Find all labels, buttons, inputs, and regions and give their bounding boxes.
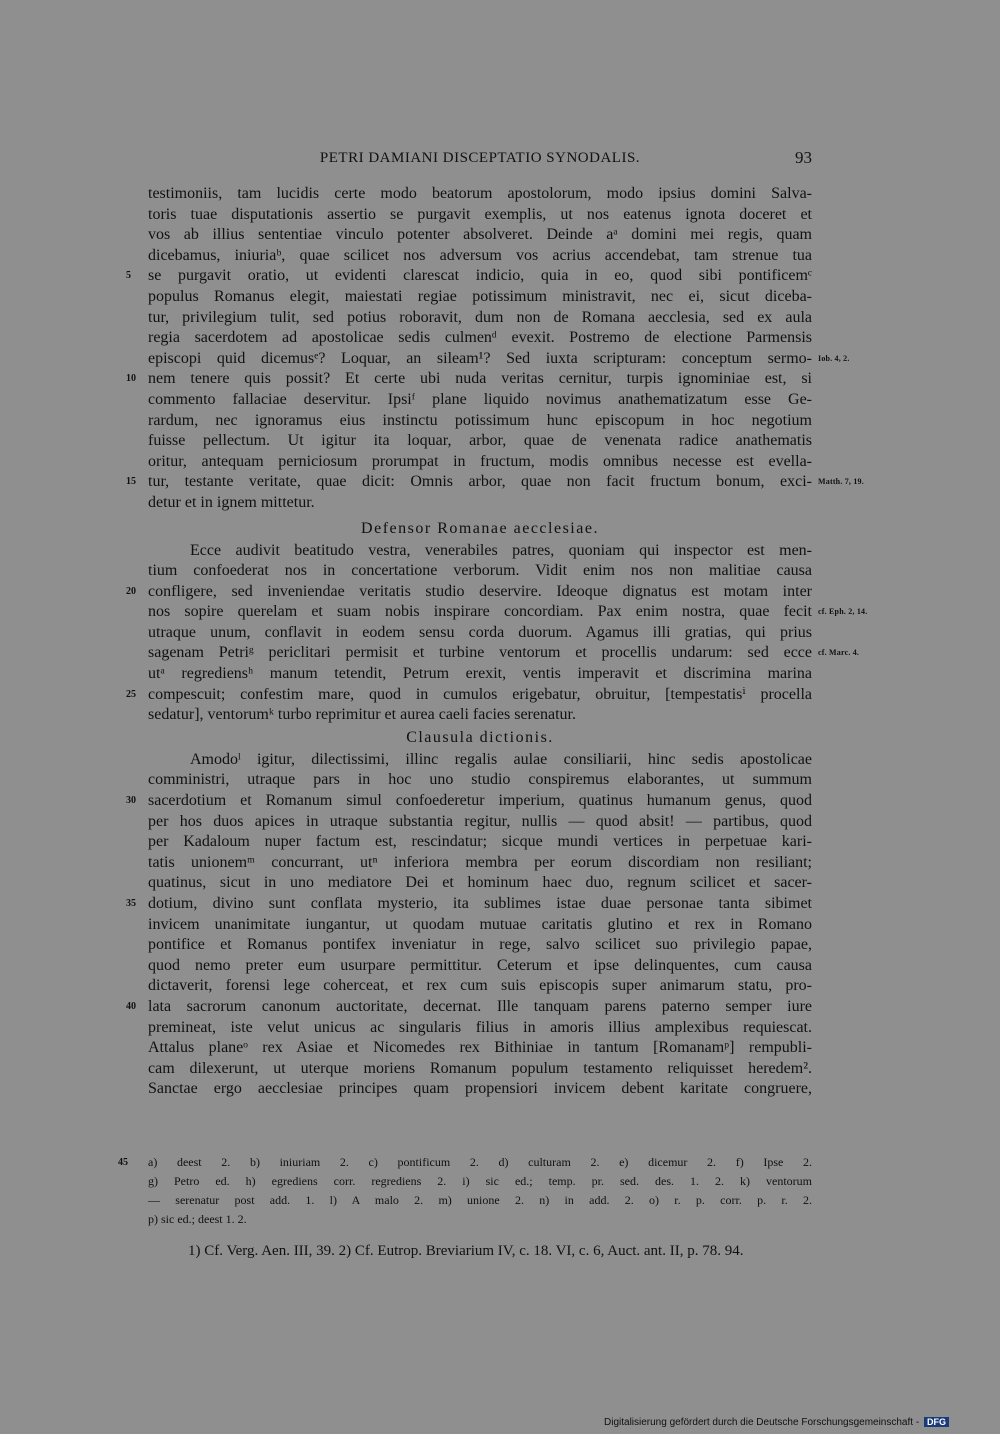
line-text: quod nemo preter eum usurpare permittitur. Ceterum et ipse delinquentes, cum causa: [148, 956, 812, 974]
text-line: [148, 225, 812, 246]
line-text: episcopi quid dicemusᵉ? Loquar, an sileam¹? Sed iuxta scripturam: conceptum sermo-: [148, 349, 812, 367]
footnote-text: g) Petro ed. h) egrediens corr. regrediens 2. i) sic ed.; temp. pr. sed. des. 1. 2. k) ventorum: [148, 1174, 812, 1188]
marginal-reference: cf. Marc. 4.: [818, 648, 860, 658]
text-line: [148, 1079, 812, 1100]
text-line: [148, 561, 812, 582]
source-references: 1) Cf. Verg. Aen. III, 39. 2) Cf. Eutrop. Breviarium IV, c. 18. VI, c. 6, Auct. ant. II, p. 78. 94.: [188, 1243, 744, 1259]
text-line: [126, 266, 812, 287]
marginal-reference: cf. Eph. 2, 14.: [818, 607, 868, 617]
line-text: dicebamus, iniuriaᵇ, quae scilicet nos adversum vos acrius accendebat, tam strenue tua: [148, 246, 812, 264]
line-number: 5: [126, 270, 131, 282]
text-line: [148, 308, 812, 329]
line-text: compescuit; confestim mare, quod in cumulos erigebatur, obruitur, [tempestatisⁱ procella: [148, 685, 812, 703]
credit-text: Digitalisierung gefördert durch die Deutsche Forschungsgemeinschaft -: [604, 1417, 920, 1428]
text-line: [148, 349, 850, 370]
text-line: [126, 894, 812, 915]
line-text: commento fallaciae deservitur. Ipsiᶠ plane liquido novimus anathematizatum esse Ge-: [148, 390, 812, 408]
line-text: rardum, nec ignoramus eius instinctu potissimum hunc episcopum in hoc negotium: [148, 411, 812, 429]
line-number: 30: [126, 795, 136, 807]
section-heading-clausula: Clausula dictionis.: [406, 728, 554, 746]
line-text: tur, privilegium tulit, sed potius roboravit, dum non de Romana aecclesia, sed ex aula: [148, 308, 812, 326]
text-line: [148, 1018, 812, 1039]
text-line: [148, 643, 860, 664]
line-text: premineat, iste velut unicus ac singularis filius in amoris illius amplexibus requiescat.: [148, 1018, 812, 1036]
text-line: [148, 832, 812, 853]
running-header: [148, 150, 812, 172]
marginal-reference: Matth. 7, 19.: [818, 477, 864, 487]
line-text: tatis unionemᵐ concurrant, utⁿ inferiora membra per eorum discordiam non resiliant;: [148, 853, 812, 871]
footnote-line: [148, 1210, 812, 1229]
line-text: toris tuae disputationis assertio se purgavit exemplis, ut nos eatenus ignota doceret et: [148, 205, 812, 223]
line-text: Sanctae ergo aecclesiae principes quam propensiori invicem debent karitate congruere,: [148, 1080, 812, 1098]
text-line: [148, 328, 812, 349]
footnote-text: — serenatur post add. 1. l) A malo 2. m) unione 2. n) in add. 2. o) r. p. corr. p. r. 2.: [148, 1193, 812, 1207]
line-text: testimoniis, tam lucidis certe modo beatorum apostolorum, modo ipsius domini Salva-: [148, 185, 812, 202]
line-text: per hos duos apices in utraque substantia regitur, nullis — quod absit! — partibus, quod: [148, 812, 812, 830]
line-text: fuisse pellectum. Ut igitur ita loquar, arbor, quae de venenata radice anathematis: [148, 432, 812, 450]
text-line: [148, 976, 812, 997]
line-text: cam dilexerunt, ut uterque moriens Romanum populum testamento reliquisset heredem².: [148, 1059, 812, 1077]
line-text: nos sopire querelam et suam nobis inspirare concordiam. Pax enim nostra, quae fecit: [148, 603, 812, 621]
line-text: utᵃ regrediensʰ manum tetendit, Petrum erexit, ventis imperavit et discrimina marina: [148, 665, 812, 683]
text-line: [126, 685, 812, 706]
footnote-text: a) deest 2. b) iniuriam 2. c) pontificum 2. d) culturam 2. e) dicemur 2. f) Ipse 2.: [148, 1155, 812, 1169]
text-line: [148, 431, 812, 452]
line-number: 10: [126, 373, 136, 385]
text-line: [148, 602, 868, 623]
line-text: tium confoederat nos in concertatione verborum. Vidit enim nos non malitiae causa: [148, 562, 812, 580]
text-line: [148, 452, 812, 473]
line-number: 40: [126, 1000, 136, 1012]
text-line: [148, 205, 812, 226]
line-text: Attalus planeᵒ rex Asiae et Nicomedes rex Bithiniae in tantum [Romanamᵖ] rempubli-: [148, 1039, 812, 1057]
text-line: [148, 1038, 812, 1059]
critical-apparatus: [118, 1153, 812, 1229]
text-line: [148, 541, 812, 562]
line-text: sagenam Petriᵍ periclitari permisit et turbine ventorum et procellis undarum: sed ecce: [148, 644, 812, 662]
line-number: 15: [126, 476, 136, 488]
line-text: Ecce audivit beatitudo vestra, venerabiles patres, quoniam qui inspector est men-: [190, 541, 812, 559]
page-number: 93: [795, 148, 812, 167]
text-line: [126, 369, 812, 390]
text-line: [148, 411, 812, 432]
text-line: [148, 750, 812, 771]
line-text: lata sacrorum canonum auctoritate, decernat. Ille tanquam parens paterno semper iure: [148, 997, 812, 1015]
text-line: [126, 791, 812, 812]
footnote-line: [148, 1191, 812, 1210]
text-line: [148, 390, 812, 411]
line-text: dictaverit, forensi lege coherceat, et rex cum suis episcopis super animarum statu, pro-: [148, 977, 812, 995]
line-number: 45: [118, 1157, 128, 1168]
line-number: 20: [126, 585, 136, 597]
text-line: [148, 184, 812, 205]
line-number: 25: [126, 688, 136, 700]
line-text: tur, testante veritate, quae dicit: Omnis arbor, quae non facit fructum bonum, exci-: [148, 473, 812, 491]
line-text: quatinus, sicut in uno mediatore Dei et hominum haec duo, regnum scilicet et sacer-: [148, 874, 812, 892]
text-line: [148, 915, 812, 936]
text-line: [148, 1059, 812, 1080]
text-line: [148, 812, 812, 833]
line-text: dotium, divino sunt conflata mysterio, ita sublimes istae duae personae tanta sibimet: [148, 895, 812, 912]
footnote-line: [118, 1153, 812, 1172]
line-text: nem tenere quis possit? Et certe ubi nuda veritas cernitur, turpis ignominiae est, si: [148, 370, 812, 388]
text-line: [148, 664, 812, 685]
section-heading-defensor: Defensor Romanae aecclesiae.: [361, 519, 599, 537]
line-text: oritur, antequam perniciosum prorumpat in fructum, modis omnibus necesse est evella-: [148, 452, 812, 470]
line-text: sedatur], ventorumᵏ turbo reprimitur et aurea caeli facies serenatur.: [148, 706, 576, 724]
text-line: [148, 853, 812, 874]
line-text: detur et in ignem mittetur.: [148, 493, 315, 511]
text-line: [148, 873, 812, 894]
line-text: comministri, utraque pars in hoc uno studio conspiremus elaborantes, ut summum: [148, 771, 812, 789]
text-line: [148, 956, 812, 977]
text-line: [148, 246, 812, 267]
line-text: pontifice et Romanus pontifex inveniatur in rege, salvo scilicet suo privilegio papae,: [148, 936, 812, 954]
footnote-text: p) sic ed.; deest 1. 2.: [148, 1212, 247, 1226]
line-text: regia sacerdotem ad apostolicae sedis culmenᵈ evexit. Postremo de electione Parmensis: [148, 329, 812, 347]
text-line: [126, 582, 812, 603]
dfg-logo: DFG: [924, 1417, 949, 1427]
line-text: populus Romanus elegit, maiestati regiae potissimum ministravit, nec ei, sicut diceba-: [148, 287, 812, 305]
line-text: se purgavit oratio, ut evidenti clarescat indicio, quia in eo, quod sibi pontificemᶜ: [148, 267, 812, 285]
digitization-credit: [604, 1417, 949, 1428]
line-text: confligere, sed inveniendae veritatis studio deservire. Ideoque dignatus est motam inter: [148, 582, 812, 600]
text-line: [148, 287, 812, 308]
footnote-line: [148, 1172, 812, 1191]
text-line: [148, 623, 812, 644]
text-line: [148, 770, 812, 791]
text-line: [148, 493, 812, 514]
line-text: utraque unum, conflavit in eodem sensu corda duorum. Agamus illi gratias, qui prius: [148, 623, 812, 641]
line-text: sacerdotium et Romanum simul confoederetur imperium, quatinus humanum genus, quod: [148, 792, 812, 810]
text-line: [126, 472, 864, 493]
line-text: vos ab illius sententiae vinculo potenter absolveret. Deinde aᵃ domini mei regis, quam: [148, 226, 812, 244]
text-line: [148, 705, 812, 726]
running-title: PETRI DAMIANI DISCEPTATIO SYNODALIS.: [319, 150, 641, 166]
line-text: invicem unanimitate iungantur, ut quodam mutuae caritatis glutino et rex in Romano: [148, 915, 812, 933]
line-number: 35: [126, 898, 136, 909]
line-text: per Kadaloum nuper factum est, rescindatur; sicque mundi vertices in perpetuae kari-: [148, 833, 812, 851]
text-line: [148, 935, 812, 956]
marginal-reference: Iob. 4, 2.: [818, 353, 850, 363]
text-line: [126, 997, 812, 1018]
main-text: [126, 184, 868, 1100]
line-text: Amodoˡ igitur, dilectissimi, illinc regalis aulae consiliarii, hinc sedis apostolicae: [190, 750, 812, 768]
